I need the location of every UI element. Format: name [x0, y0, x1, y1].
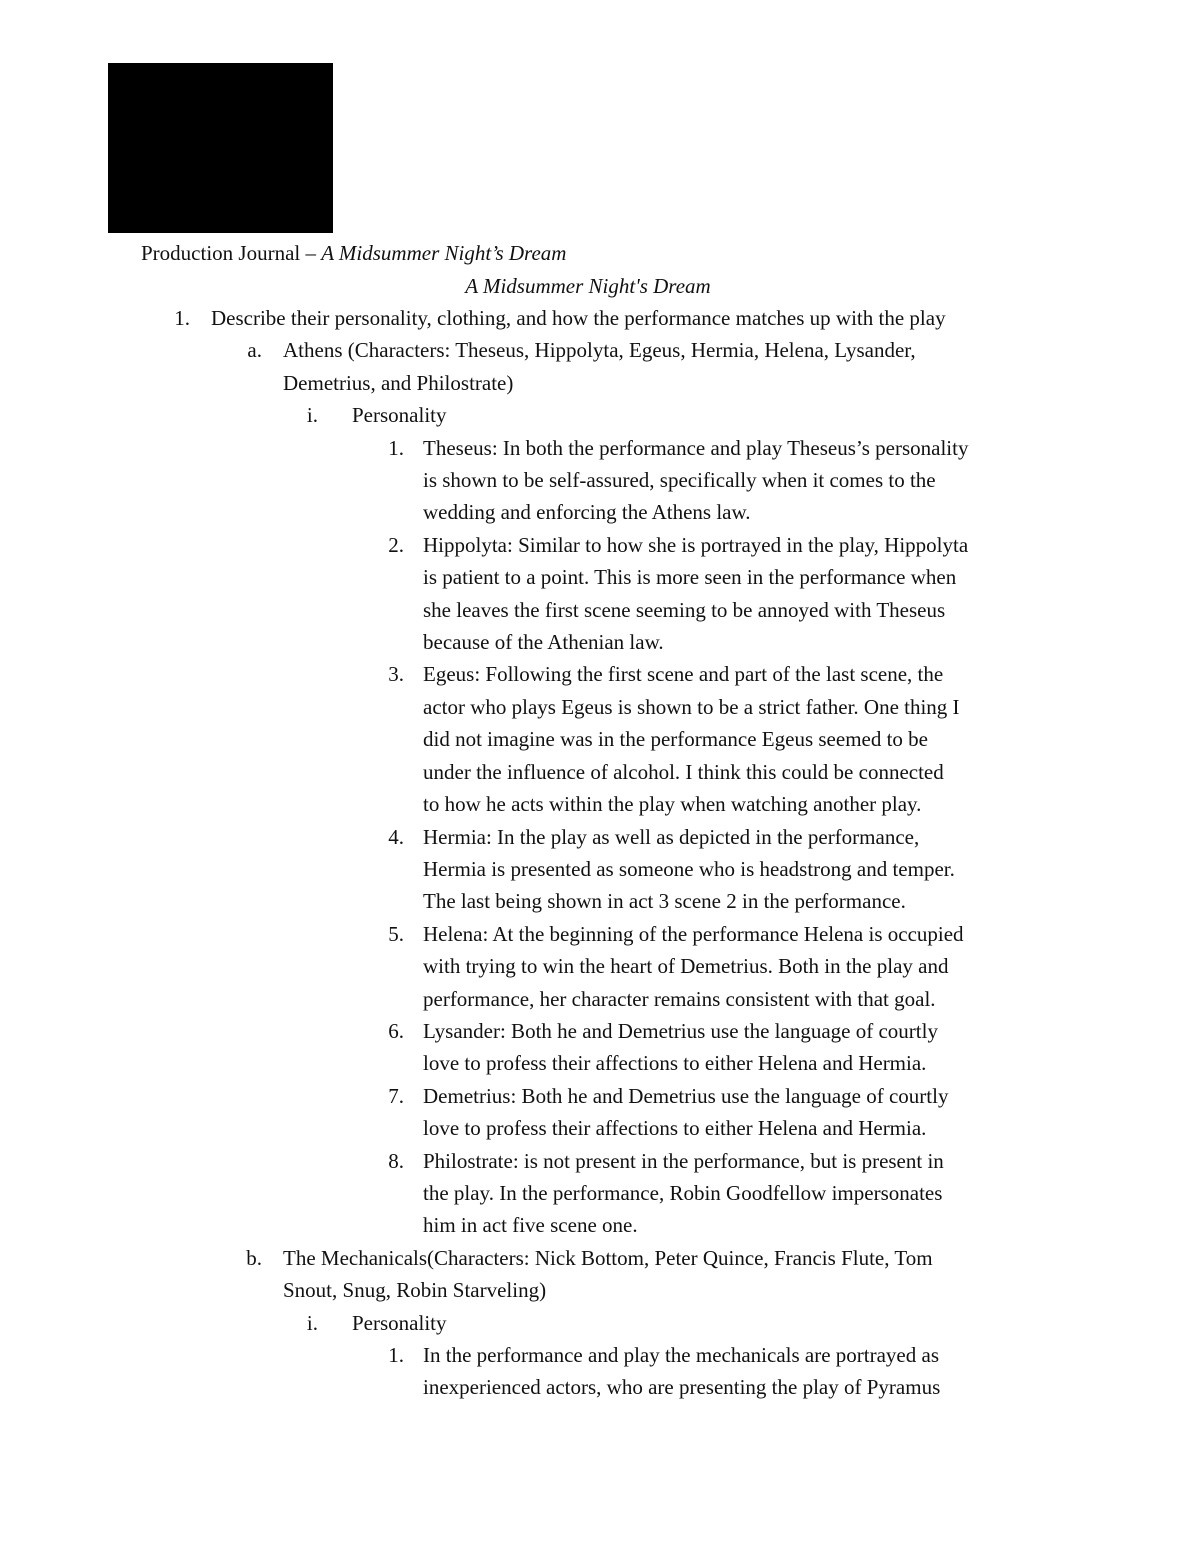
entry-text-line: actor who plays Egeus is shown to be a strict father. One thing I — [423, 694, 960, 719]
athens-heading-line: Athens (Characters: Theseus, Hippolyta, Egeus, Hermia, Helena, Lysander, — [283, 338, 916, 363]
list-item — [0, 918, 1200, 1015]
list-marker: 8. — [388, 1148, 404, 1173]
entry-text-line: Philostrate: is not present in the performance, but is present in — [423, 1148, 944, 1173]
entry-text-line: Egeus: Following the first scene and part of the last scene, the — [423, 662, 944, 687]
mechanicals-heading-line: Snout, Snug, Robin Starveling) — [283, 1278, 547, 1303]
outline-item-mechanicals-personality — [0, 1307, 1200, 1339]
list-item — [0, 1015, 1200, 1080]
entry-text-line: him in act five scene one. — [423, 1213, 638, 1238]
list-item — [0, 529, 1200, 659]
entry-text-line: inexperienced actors, who are presenting the play of Pyramus — [423, 1375, 941, 1400]
entry-text-line: Hermia is presented as someone who is headstrong and temper. — [423, 856, 955, 881]
redacted-image-block — [108, 63, 333, 233]
list-item — [0, 1339, 1200, 1404]
outline-item-mechanicals — [0, 1242, 1200, 1307]
list-marker: 7. — [388, 1083, 404, 1108]
list-item — [0, 821, 1200, 918]
athens-character-list — [0, 432, 1200, 1242]
entry-text-line: In the performance and play the mechanicals are portrayed as — [423, 1343, 939, 1367]
list-marker: 6. — [388, 1018, 404, 1043]
entry-text-line: Hermia: In the play as well as depicted in the performance, — [423, 824, 920, 849]
outline-item-athens — [0, 334, 1200, 399]
entry-text-line: performance, her character remains consistent with that goal. — [423, 986, 936, 1011]
entry-text-line: love to profess their affections to either Helena and Hermia. — [423, 1116, 927, 1141]
outline — [0, 302, 1200, 1404]
entry-text-line: Demetrius: Both he and Demetrius use the language of courtly — [423, 1083, 949, 1108]
entry-text-line: is shown to be self-assured, specifically when it comes to the — [423, 468, 936, 493]
list-marker: 2. — [388, 532, 404, 557]
entry-text-line: to how he acts within the play when watching another play. — [423, 792, 922, 817]
mechanicals-heading-line: The Mechanicals(Characters: Nick Bottom, Peter Quince, Francis Flute, Tom — [283, 1245, 933, 1270]
entry-text-line: is patient to a point. This is more seen in the performance when — [423, 565, 957, 590]
list-marker: 1. — [388, 435, 404, 460]
list-item — [0, 432, 1200, 529]
title-play-name: A Midsummer Night’s Dream — [321, 241, 567, 265]
title-prefix: Production Journal – — [141, 241, 322, 265]
entry-text-line: with trying to win the heart of Demetrius. Both in the play and — [423, 954, 949, 979]
athens-heading-line: Demetrius, and Philostrate) — [283, 370, 514, 395]
entry-text-line: did not imagine was in the performance Egeus seemed to be — [423, 727, 929, 752]
mechanicals-entry-list — [0, 1339, 1200, 1404]
outline-item-athens-personality — [0, 399, 1200, 431]
entry-text-line: The last being shown in act 3 scene 2 in the performance. — [423, 889, 906, 914]
entry-text-line: Theseus: In both the performance and play Theseus’s personality — [423, 435, 969, 460]
entry-text-line: Helena: At the beginning of the performance Helena is occupied — [423, 921, 964, 946]
list-item — [0, 1080, 1200, 1145]
entry-text-line: she leaves the first scene seeming to be annoyed with Theseus — [423, 597, 946, 622]
list-marker: b. — [246, 1245, 262, 1270]
personality-label: Personality — [352, 403, 447, 428]
list-marker: a. — [247, 338, 262, 363]
list-marker: 4. — [388, 824, 404, 849]
entry-text-line: under the influence of alcohol. I think this could be connected — [423, 759, 944, 784]
entry-text-line: love to profess their affections to either Helena and Hermia. — [423, 1051, 927, 1076]
page-title — [141, 240, 566, 266]
entry-text-line: Lysander: Both he and Demetrius use the language of courtly — [423, 1018, 938, 1043]
list-marker: 5. — [388, 921, 404, 946]
list-marker: 1. — [388, 1343, 404, 1367]
personality-label: Personality — [352, 1310, 447, 1335]
list-marker: i. — [306, 403, 318, 428]
list-marker: 1. — [174, 306, 190, 330]
entry-text-line: wedding and enforcing the Athens law. — [423, 500, 751, 525]
entry-text-line: because of the Athenian law. — [423, 630, 664, 655]
question-text: Describe their personality, clothing, and how the performance matches up with the play — [211, 306, 946, 330]
centered-play-title — [0, 273, 1176, 299]
entry-text-line: Hippolyta: Similar to how she is portrayed in the play, Hippolyta — [423, 532, 969, 557]
list-marker: 3. — [388, 662, 404, 687]
entry-text-line: the play. In the performance, Robin Goodfellow impersonates — [423, 1180, 943, 1205]
outline-item-question-1 — [0, 302, 1200, 334]
centered-play-title-text: A Midsummer Night's Dream — [465, 274, 711, 298]
list-item — [0, 658, 1200, 820]
list-item — [0, 1145, 1200, 1242]
list-marker: i. — [306, 1310, 318, 1335]
